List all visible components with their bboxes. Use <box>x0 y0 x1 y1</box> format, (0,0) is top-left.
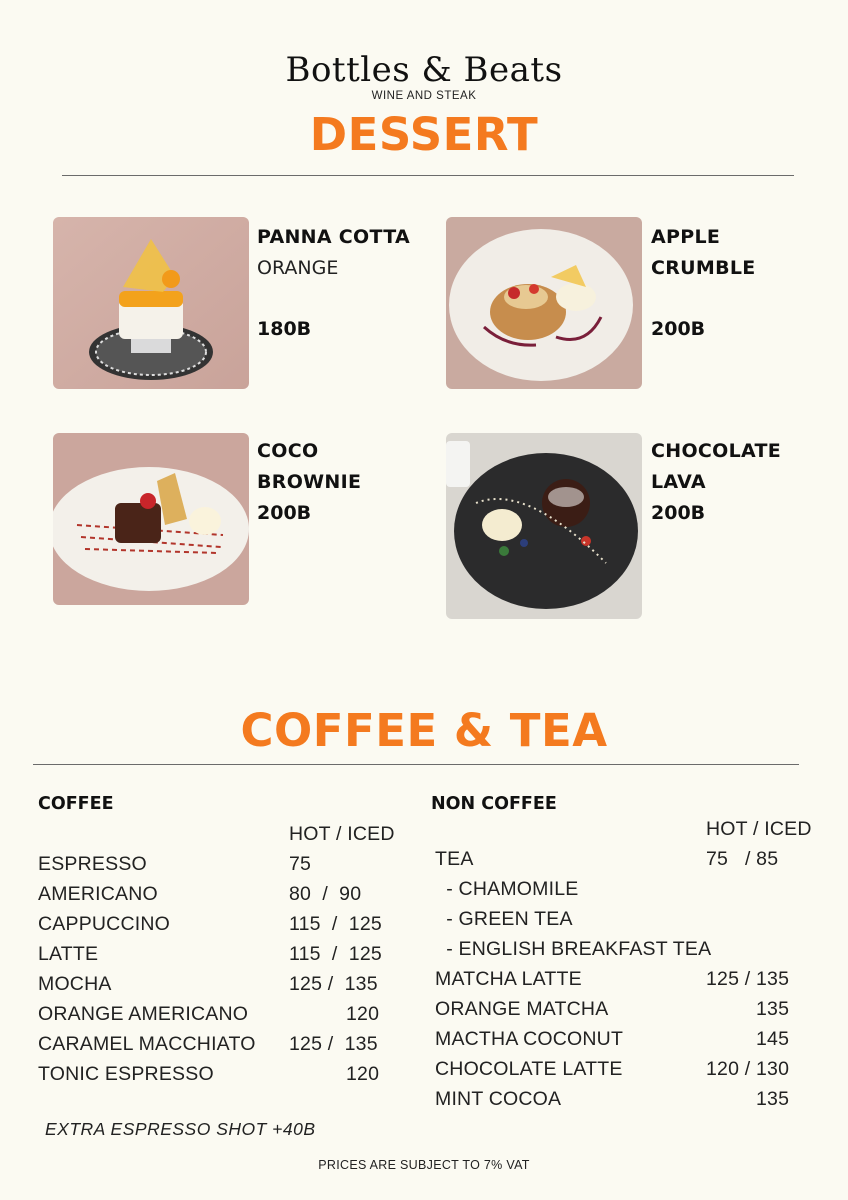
coffee-price-americano: 80 / 90 <box>289 883 362 905</box>
coffee-heading: COFFEE <box>38 794 114 814</box>
dessert-2-name-1: APPLE <box>651 226 721 248</box>
dessert-3-price: 200B <box>257 502 312 524</box>
coffee-hot-iced-header: HOT / ICED <box>289 823 395 845</box>
coffee-item-latte: LATTE <box>38 943 99 965</box>
non-coffee-price-tea: 75 / 85 <box>706 848 779 870</box>
coffee-item-espresso: ESPRESSO <box>38 853 147 875</box>
apple-crumble-photo <box>446 217 642 389</box>
non-coffee-item-matcha-latte: MATCHA LATTE <box>435 968 582 990</box>
dessert-1-sub: ORANGE <box>257 257 339 279</box>
coffee-price-mocha: 125 / 135 <box>289 973 378 995</box>
dessert-title: DESSERT <box>309 108 539 161</box>
non-coffee-price-mactha-coconut: 145 <box>756 1028 790 1050</box>
dessert-3-name-1: COCO <box>257 440 319 462</box>
brand-tagline: WINE AND STEAK <box>371 90 477 102</box>
panna-cotta-photo <box>53 217 249 389</box>
non-coffee-item-orange-matcha: ORANGE MATCHA <box>435 998 609 1020</box>
non-coffee-price-chocolate-latte: 120 / 130 <box>706 1058 790 1080</box>
dessert-2-price: 200B <box>651 318 706 340</box>
non-coffee-item-chocolate-latte: CHOCOLATE LATTE <box>435 1058 623 1080</box>
coffee-tea-title: COFFEE & TEA <box>240 704 608 757</box>
non-coffee-heading: NON COFFEE <box>431 794 557 814</box>
non-coffee-item-tea: TEA <box>435 848 474 870</box>
coffee-price-orange-americano: 120 <box>346 1003 380 1025</box>
dessert-4-price: 200B <box>651 502 706 524</box>
coffee-price-cappuccino: 115 / 125 <box>289 913 382 935</box>
non-coffee-price-orange-matcha: 135 <box>756 998 790 1020</box>
dessert-4-name-1: CHOCOLATE <box>651 440 782 462</box>
coffee-item-cappuccino: CAPPUCCINO <box>38 913 171 935</box>
coffee-price-tonic-espresso: 120 <box>346 1063 380 1085</box>
coffee-item-caramel-macchiato: CARAMEL MACCHIATO <box>38 1033 256 1055</box>
non-coffee-item-english-breakfast: - ENGLISH BREAKFAST TEA <box>435 938 712 960</box>
dessert-2-name-2: CRUMBLE <box>651 257 756 279</box>
extra-shot-note: EXTRA ESPRESSO SHOT +40B <box>45 1119 316 1139</box>
coffee-item-orange-americano: ORANGE AMERICANO <box>38 1003 249 1025</box>
coffee-tea-divider <box>33 764 799 765</box>
non-coffee-item-mactha-coconut: MACTHA COCONUT <box>435 1028 624 1050</box>
non-coffee-price-matcha-latte: 125 / 135 <box>706 968 790 990</box>
dessert-4-name-2: LAVA <box>651 471 706 493</box>
non-coffee-item-chamomile: - CHAMOMILE <box>435 878 579 900</box>
coffee-price-latte: 115 / 125 <box>289 943 382 965</box>
coco-brownie-photo <box>53 433 249 605</box>
dessert-divider <box>62 175 794 176</box>
non-coffee-item-green-tea: - GREEN TEA <box>435 908 573 930</box>
brand-logo: Bottles & Beats <box>285 50 563 90</box>
non-coffee-item-mint-cocoa: MINT COCOA <box>435 1088 562 1110</box>
dessert-3-name-2: BROWNIE <box>257 471 362 493</box>
coffee-price-caramel-macchiato: 125 / 135 <box>289 1033 378 1055</box>
dessert-1-name: PANNA COTTA <box>257 226 410 248</box>
coffee-price-espresso: 75 <box>289 853 312 875</box>
coffee-item-tonic-espresso: TONIC ESPRESSO <box>38 1063 214 1085</box>
coffee-item-mocha: MOCHA <box>38 973 112 995</box>
dessert-1-price: 180B <box>257 318 312 340</box>
chocolate-lava-photo <box>446 433 642 619</box>
non-coffee-price-mint-cocoa: 135 <box>756 1088 790 1110</box>
non-coffee-hot-iced-header: HOT / ICED <box>706 818 812 840</box>
vat-note: PRICES ARE SUBJECT TO 7% VAT <box>318 1158 530 1172</box>
coffee-item-americano: AMERICANO <box>38 883 158 905</box>
